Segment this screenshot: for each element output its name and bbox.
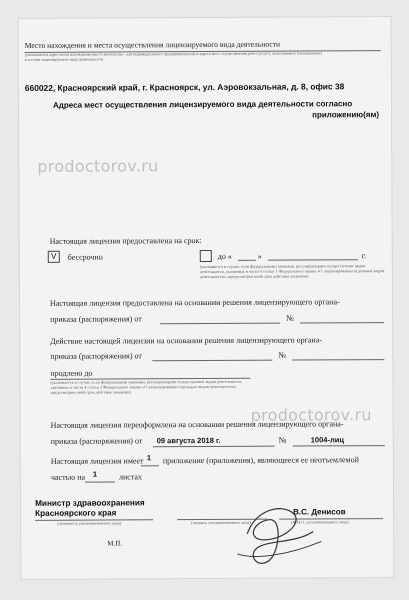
address-value: 660022, Красноярский край, г. Красноярск, ул. Аэровокзальная, д. 8, офис 38 [24, 81, 345, 93]
signature-caption: (подпись уполномоченного лица) [191, 519, 251, 526]
watermark-top: prodoctorov.ru [37, 156, 159, 176]
appendix-prefix: Настоящая лицензия имеет [50, 456, 144, 466]
appendix-mid: приложение (приложения), являющееся ее неотъемлемой [162, 455, 359, 466]
watermark-bottom: prodoctorov.ru [250, 405, 372, 425]
header-title: Место нахождения и места осуществления лицензируемого вида деятельности [24, 39, 281, 50]
reissue-date: 09 августа 2018 г. [156, 435, 221, 446]
until-prefix: до « [217, 251, 232, 261]
signer-position-line-1: Министр здравоохранения [35, 498, 145, 508]
indefinite-label: бессрочно [67, 252, 103, 262]
reissue-number-sign: № [278, 435, 287, 445]
signer-position-line-2: Красноярского края [35, 508, 117, 518]
header-note: (указываются адрес места нахождения (места жительства - для индивидуального предпринимателя) и адреса мест осуществления работ (услуг), выполняемых (оказываемых) в составе лицензируемого вида деятельности) [24, 50, 323, 62]
reissue-line-1: Настоящая лицензия переоформлена на основании решения лицензирующего органа- [50, 419, 344, 430]
signer-name-caption: (Ф.И.О. уполномоченного лица) [291, 519, 349, 525]
extension-line-1: Действие настоящей лицензии на основании решения лицензирующего органа- [50, 335, 322, 346]
seal-label: М.П. [107, 539, 123, 548]
places-line-1: Адреса мест осуществления лицензируемого вида деятельности согласно [52, 99, 353, 110]
appendix-part-prefix: частью на [50, 472, 86, 482]
places-line-2: приложению(ям) [312, 110, 380, 120]
extension-number-sign: № [278, 350, 286, 360]
reissue-number: 1004-лиц [310, 435, 344, 445]
basis-number-sign: № [286, 313, 294, 323]
extension-line-2: приказа (распоряжения) от [50, 351, 142, 361]
license-page [19, 17, 394, 579]
until-mid: » [257, 251, 262, 261]
until-checkbox [200, 250, 212, 262]
appendix-part-suffix: листах [118, 472, 142, 482]
appendix-count: 1 [146, 453, 152, 463]
extended-to-label: продлено до [50, 368, 93, 378]
until-suffix: г. [361, 251, 367, 261]
signer-name: В.С. Денисов [293, 507, 346, 517]
signer-position-caption: (должность уполномоченного лица) [57, 520, 122, 526]
term-note: (указывается в случае, если федеральными законами, регулирующими осуществление видов деятельности, указанных в части 4 статьи 1 Федерального закона «О лицензировании отдельных видов деятельности», предусмотрен иной срок действия лицензии) [199, 263, 385, 279]
indefinite-checkbox: V [48, 251, 60, 263]
term-label: Настоящая лицензия предоставлена на срок: [49, 236, 202, 246]
extension-note: (указывается в случае, если федеральными законами, регулирующими осуществление видов деятельности, указанных в части 4 статьи 1 Федерального закона «О лицензировании отдельных видов деятельности», предусмотрен иной срок действия лицензии) [50, 378, 243, 395]
basis-line-1: Настоящая лицензия предоставлена на основании решения лицензирующего органа- [50, 297, 340, 308]
basis-line-2: приказа (распоряжения) от [50, 314, 142, 324]
appendix-sheets: 1 [92, 469, 98, 479]
reissue-line-2: приказа (распоряжения) от [50, 436, 143, 446]
handwritten-signature [217, 495, 327, 576]
